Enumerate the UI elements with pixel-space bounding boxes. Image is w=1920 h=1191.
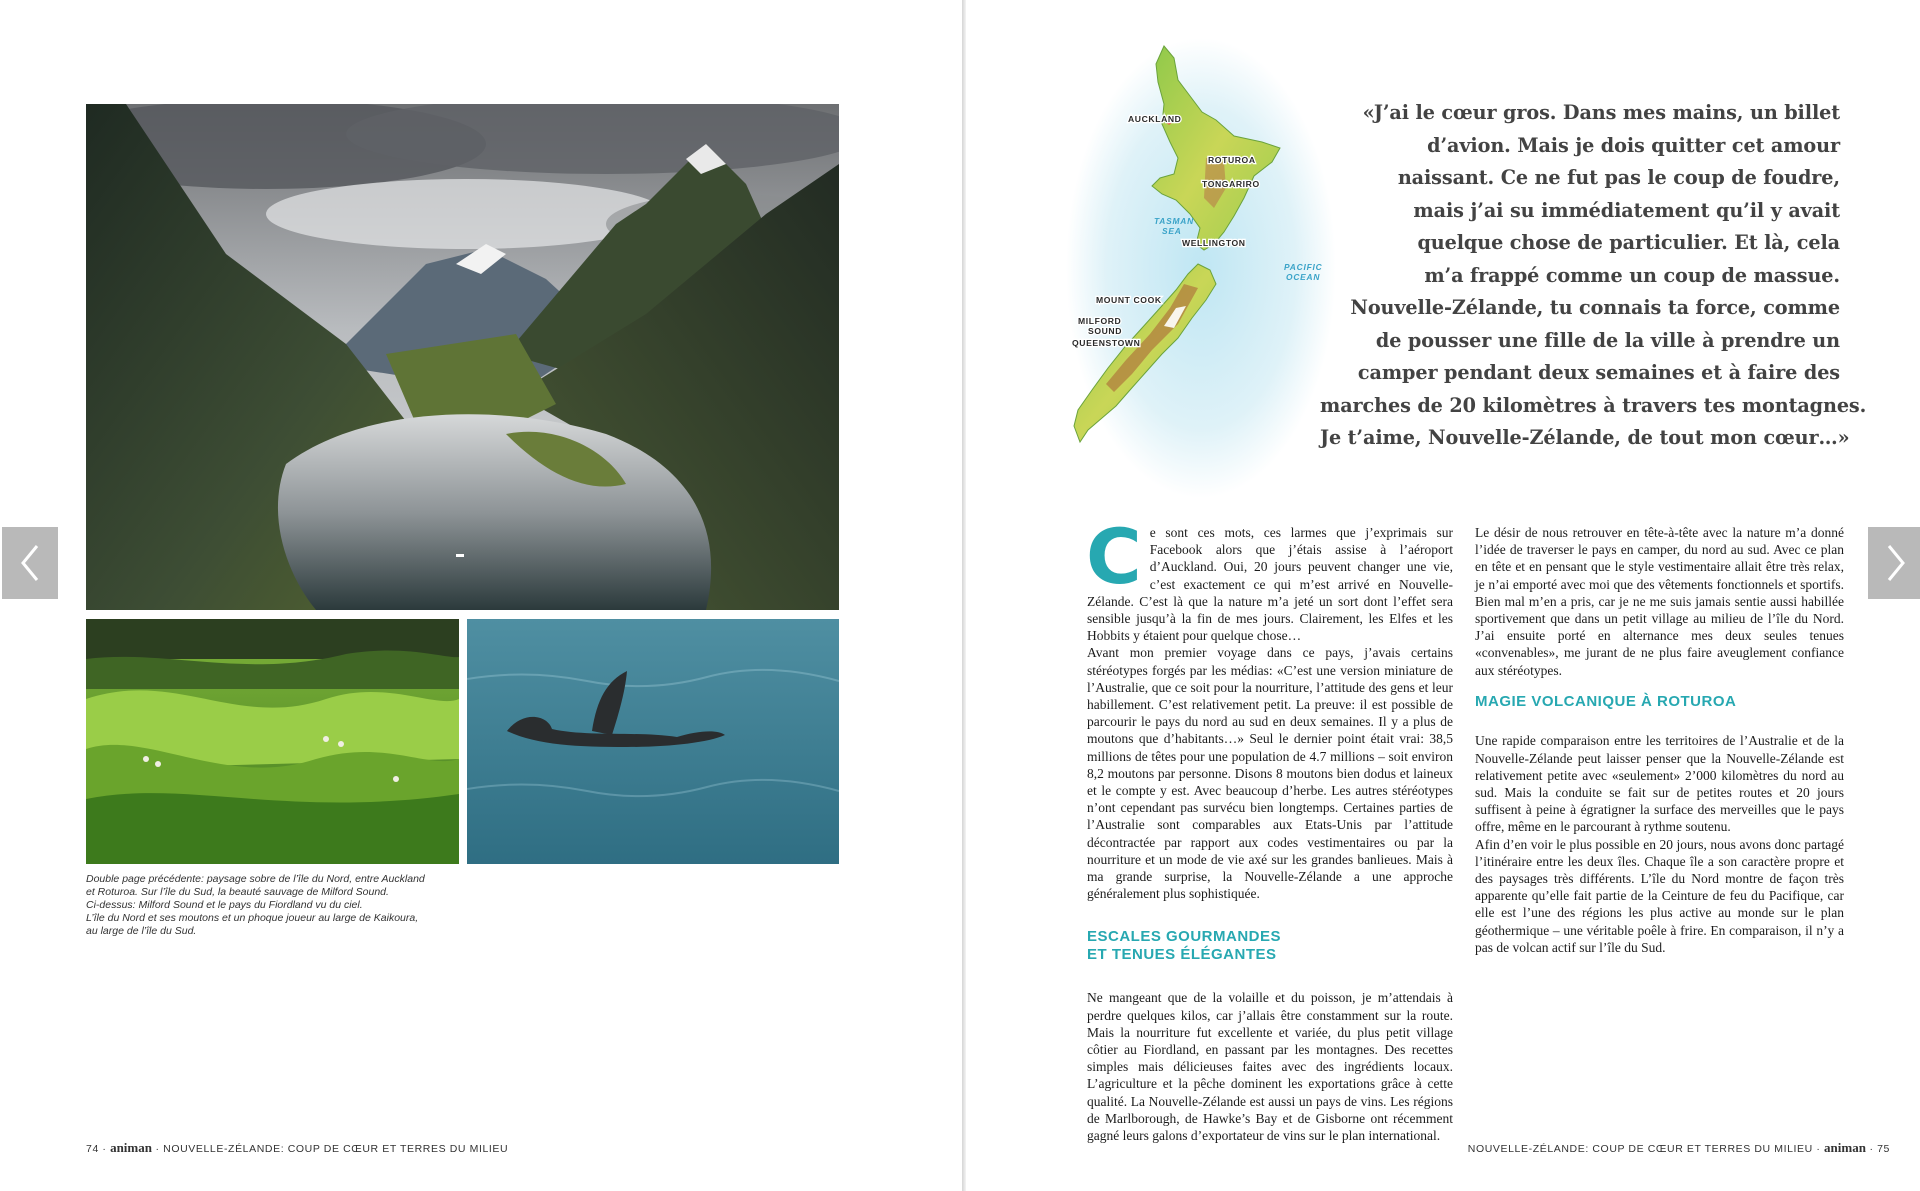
article-paragraph: Avant mon premier voyage dans ce pays, j’avais certains stéréotypes forgés par les médias: «C’est une version miniature de l’Australie, que ce soit pour la nourriture, l’attitude des gens et leur habillement. C’est relativement petit. La preuve: il est possible de parcourir le pays du nord au sud en deux semaines. Il y a plus de moutons que d’habitants…» Seul le dernier point était vrai: 38,5 millions de têtes pour une population de 4.7 millions – soit environ 8,2 moutons par personne. Disons 8 moutons bien dodus et laineux et le compte y est. Avec beaucoup d’herbe. Les autres stéréotypes n’ont cependant pas survécu bien longtemps. Certaines parties de l’Australie sont comparables aux Etats-Unis par l’attitude décontractée par rapport aux codes vestimentaires ou par la nourriture et un mode de vie axé sur les grandes banlieues. Mais à ma grande surprise, la Nouvelle-Zélande a une approche généralement plus sophistiquée. xyxy=(1087,645,1453,902)
article-column-1 xyxy=(1086,512,1453,1144)
caption-line: au large de l’île du Sud. xyxy=(86,925,197,937)
sea-label-ocean: OCEAN xyxy=(1286,272,1321,282)
fur-seal-photo xyxy=(467,619,839,864)
pull-quote-line: «J’ai le cœur gros. Dans mes mains, un billet xyxy=(1362,101,1840,124)
caption-line: et Roturoa. Sur l’île du Sud, la beauté sauvage de Milford Sound. xyxy=(86,886,389,898)
green-hills-sheep-photo xyxy=(86,619,459,864)
section-title: NOUVELLE-ZÉLANDE: COUP DE CŒUR ET TERRES DU MILIEU xyxy=(163,1143,509,1155)
folio-separator: · xyxy=(1869,1143,1874,1155)
article-paragraph: Ne mangeant que de la volaille et du poisson, je m’attendais à perdre quelques kilos, car j’allais être constamment sur la route. Mais la nourriture fut excellente et variée, du plus petit village côtier au Fiordland, en passant par les montagnes. Des recettes simples mais délicieuses faites avec des ingrédients locaux. L’agriculture et la pêche dominent les exportations grâce à cette qualité. La Nouvelle-Zélande est aussi un pays de vins. Les régions de Marlborough, de Hawke’s Bay et de Gisborne ont récemment gagné leurs galons d’exportateur de vins sur le plan international. xyxy=(1087,990,1453,1144)
subhead-line: ESCALES GOURMANDES xyxy=(1087,928,1282,946)
article-paragraph: Une rapide comparaison entre les territoires de l’Australie et de la Nouvelle-Zélande peut laisser penser que la Nouvelle-Zélande est relativement petite avec «seulement» 2’000 kilomètres du nord au sud. Mais la conduite se fait sur de petites routes et 20 jours suffisent à peine à égratigner la surface des merveilles que le pays offre, même en le parcourant à rythme soutenu. xyxy=(1475,733,1844,835)
sea-label-pacific: PACIFIC xyxy=(1284,262,1323,272)
milford-sound-aerial-photo xyxy=(86,104,839,610)
chevron-right-icon xyxy=(1885,543,1907,583)
article-paragraph: e sont ces mots, ces larmes que j’exprimais sur Facebook alors que j’étais assise à l’aéroport d’Auckland. Oui, 20 jours peuvent changer une vie, c’est exactement ce qui m’est arrivé en Nouvelle-Zélande. C’est là que la nature m’a jeté un sort dont l’effet sera sensible jusqu’à la fin de mes jours. Clairement, les Elfes et les Hobbits y étaient pour quelque chose… xyxy=(1087,525,1453,644)
map-label-wellington: WELLINGTON xyxy=(1182,238,1246,248)
drop-cap: C xyxy=(1086,512,1142,601)
map-label-roturoa: ROTUROA xyxy=(1208,155,1256,165)
pull-quote-line: naissant. Ce ne fut pas le coup de foudre, xyxy=(1397,166,1840,189)
magazine-brand: animan xyxy=(1824,1140,1866,1155)
section-title: NOUVELLE-ZÉLANDE: COUP DE CŒUR ET TERRES DU MILIEU xyxy=(1467,1143,1813,1155)
caption-line: Double page précédente: paysage sobre de l’île du Nord, entre Auckland xyxy=(86,873,425,885)
caption-line: L’île du Nord et ses moutons et un phoque joueur au large de Kaikoura, xyxy=(86,912,419,924)
map-label-sound: SOUND xyxy=(1088,326,1123,336)
folio-separator: · xyxy=(1816,1143,1821,1155)
sea-label-tasman: TASMAN xyxy=(1154,216,1194,226)
pull-quote-line: camper pendant deux semaines et à faire des xyxy=(1357,361,1840,384)
map-label-auckland: AUCKLAND xyxy=(1128,114,1182,124)
sea-label-sea: SEA xyxy=(1162,226,1182,236)
map-label-queenstown: QUEENSTOWN xyxy=(1072,338,1141,348)
pull-quote-line: marches de 20 kilomètres à travers tes montagnes. xyxy=(1320,393,1867,417)
new-zealand-map xyxy=(1066,38,1336,498)
photo-caption xyxy=(86,873,466,938)
pull-quote-line: quelque chose de particulier. Et là, cela xyxy=(1417,231,1840,254)
pull-quote-line: m’a frappé comme un coup de massue. xyxy=(1424,263,1840,287)
right-page-folio xyxy=(1468,1140,1890,1156)
previous-page-button[interactable] xyxy=(2,527,58,599)
pull-quote-line: de pousser une fille de la ville à prendre un xyxy=(1375,328,1840,352)
article-paragraph: Afin d’en voir le plus possible en 20 jours, nous avons donc partagé l’itinéraire entre les deux îles. Chaque île a son caractère propre et des paysages très différents. L’île du Nord montre de façon très apparente qu’elle fait partie de la Ceinture de feu du Pacifique, car elle est l’une des régions les plus active au monde sur le plan géothermique – une véritable poêle à frire. En comparaison, il n’y a pas de volcan actif sur l’île du Sud. xyxy=(1475,836,1844,955)
left-page-folio xyxy=(86,1140,508,1156)
article-paragraph: Le désir de nous retrouver en tête-à-tête avec la nature m’a donné l’idée de traverser le pays en camper, du nord au sud. Avec ce plan en tête et en pensant que le style vestimentaire allait être très relax, je n’ai emporté avec moi que des vêtements fonctionnels et sportifs. Bien mal m’en a pris, car je ne me suis jamais sentie aussi habillée sportivement que dans un petit village au milieu de l’île du Nord. J’ai ensuite porté en alternance mes deux seules tenues «convenables», me jurant de ne plus faire aveuglement confiance aux stéréotypes. xyxy=(1475,525,1844,678)
subhead-line: ET TENUES ÉLÉGANTES xyxy=(1087,945,1277,963)
page-number: 75 xyxy=(1877,1143,1890,1155)
folio-separator: · xyxy=(155,1143,160,1155)
pull-quote-line: Nouvelle-Zélande, tu connais ta force, comme xyxy=(1350,296,1840,319)
magazine-brand: animan xyxy=(110,1140,152,1155)
pull-quote-line: Je t’aime, Nouvelle-Zélande, de tout mon cœur…» xyxy=(1320,426,1850,449)
map-label-tongariro: TONGARIRO xyxy=(1202,179,1260,189)
article-subhead xyxy=(1087,928,1453,963)
pull-quote-line: d’avion. Mais je dois quitter cet amour xyxy=(1427,133,1840,157)
pull-quote-line: mais j’ai su immédiatement qu’il y avait xyxy=(1413,198,1840,222)
page-number: 74 xyxy=(86,1143,99,1155)
caption-line: Ci-dessus: Milford Sound et le pays du Fiordland vu du ciel. xyxy=(86,899,363,911)
folio-separator: · xyxy=(102,1143,107,1155)
map-label-milford: MILFORD xyxy=(1078,316,1122,326)
next-page-button[interactable] xyxy=(1868,527,1920,599)
chevron-left-icon xyxy=(19,543,41,583)
pull-quote xyxy=(1320,97,1867,455)
article-subhead: MAGIE VOLCANIQUE À ROTUROA xyxy=(1475,692,1737,710)
map-label-mount-cook: MOUNT COOK xyxy=(1096,295,1162,305)
article-column-2 xyxy=(1475,524,1844,956)
